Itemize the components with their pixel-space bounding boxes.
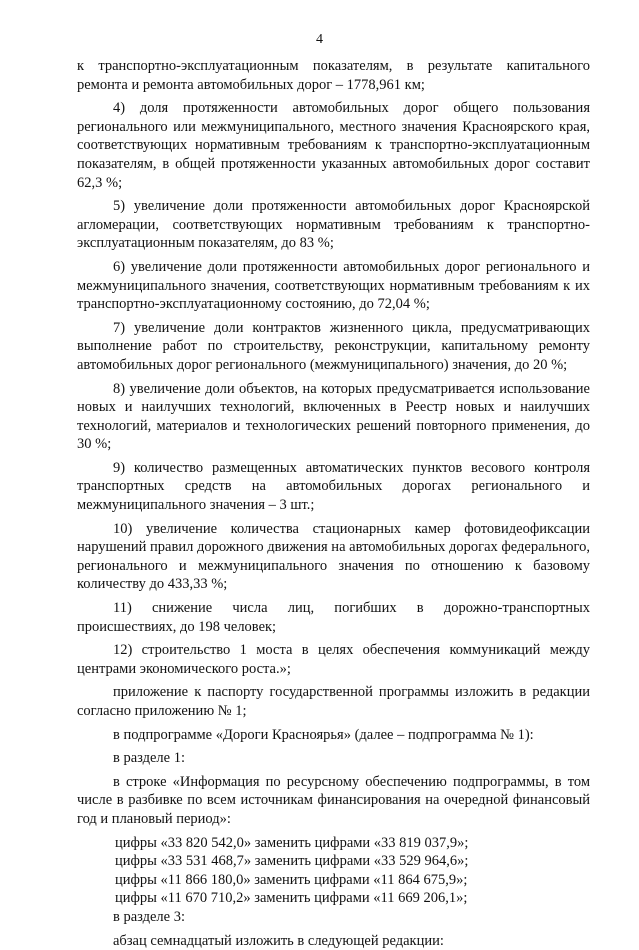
paragraph: абзац семнадцатый изложить в следующей редакции: bbox=[113, 932, 444, 949]
paragraph: приложение к паспорту государственной программы изложить в редакции согласно приложению № 1; bbox=[77, 684, 590, 719]
document-body bbox=[77, 57, 590, 950]
paragraph: в строке «Информация по ресурсному обеспечению подпрограммы, в том числе в разбивке по всем источникам финансирования на очередной финансовый год и плановый период»: bbox=[77, 773, 590, 827]
replacement-line: цифры «11 670 710,2» заменить цифрами «11 669 206,1»; bbox=[115, 890, 468, 907]
replacement-line: цифры «11 866 180,0» заменить цифрами «11 864 675,9»; bbox=[115, 871, 468, 888]
replacement-line: цифры «33 820 542,0» заменить цифрами «33 819 037,9»; bbox=[115, 834, 469, 851]
replacement-list bbox=[77, 834, 590, 908]
paragraph: в подпрограмме «Дороги Красноярья» (далее – подпрограмма № 1): bbox=[113, 726, 534, 743]
page-number: 4 bbox=[316, 32, 323, 47]
section-heading: в разделе 3: bbox=[113, 908, 186, 925]
paragraph: 4) доля протяженности автомобильных дорог общего пользования регионального или межмуниципального, местного значения Красноярского края, соответствующих нормативным требованиям к транспортно-эксплуатационным показателям, в общей протяженности указанных автомобильных дорог составит 62,3 %; bbox=[77, 100, 590, 191]
paragraph: 11) снижение числа лиц, погибших в дорожно-транспортных происшествиях, до 198 человек; bbox=[77, 600, 590, 635]
paragraph: 5) увеличение доли протяженности автомобильных дорог Красноярской агломерации, соответствующих нормативным требованиям к транспортно-эксплуатационным показателям, до 83 %; bbox=[77, 198, 590, 252]
paragraph: 12) строительство 1 моста в целях обеспечения коммуникаций между центрами экономического роста.»; bbox=[77, 642, 590, 677]
paragraph: 10) увеличение количества стационарных камер фотовидеофиксации нарушений правил дорожного движения на автомобильных дорогах федерального, регионального и межмуниципального значения по отношению к базовому количеству до 433,33 %; bbox=[77, 520, 590, 593]
paragraph: 6) увеличение доли протяженности автомобильных дорог регионального и межмуниципального значения, соответствующих нормативным требованиям к их транспортно-эксплуатационному состоянию, до 72,04 %; bbox=[77, 258, 590, 313]
paragraph: 9) количество размещенных автоматических пунктов весового контроля транспортных средств на автомобильных дорогах регионального и межмуниципального значения – 3 шт.; bbox=[77, 459, 590, 514]
paragraph: к транспортно-эксплуатационным показателям, в результате капитального ремонта и ремонта автомобильных дорог – 1778,961 км; bbox=[77, 58, 590, 93]
paragraph: в разделе 1: bbox=[113, 750, 186, 767]
paragraph: 7) увеличение доли контрактов жизненного цикла, предусматривающих выполнение работ по строительству, реконструкции, капитальному ремонту автомобильных дорог регионального (межмуниципального) значения, до 20 %; bbox=[77, 319, 590, 373]
paragraph: 8) увеличение доли объектов, на которых предусматривается использование новых и наилучших технологий, включенных в Реестр новых и наилучших технологий, материалов и технологических решений повторного применения, до 30 %; bbox=[77, 380, 590, 453]
replacement-line: цифры «33 531 468,7» заменить цифрами «33 529 964,6»; bbox=[115, 853, 469, 870]
